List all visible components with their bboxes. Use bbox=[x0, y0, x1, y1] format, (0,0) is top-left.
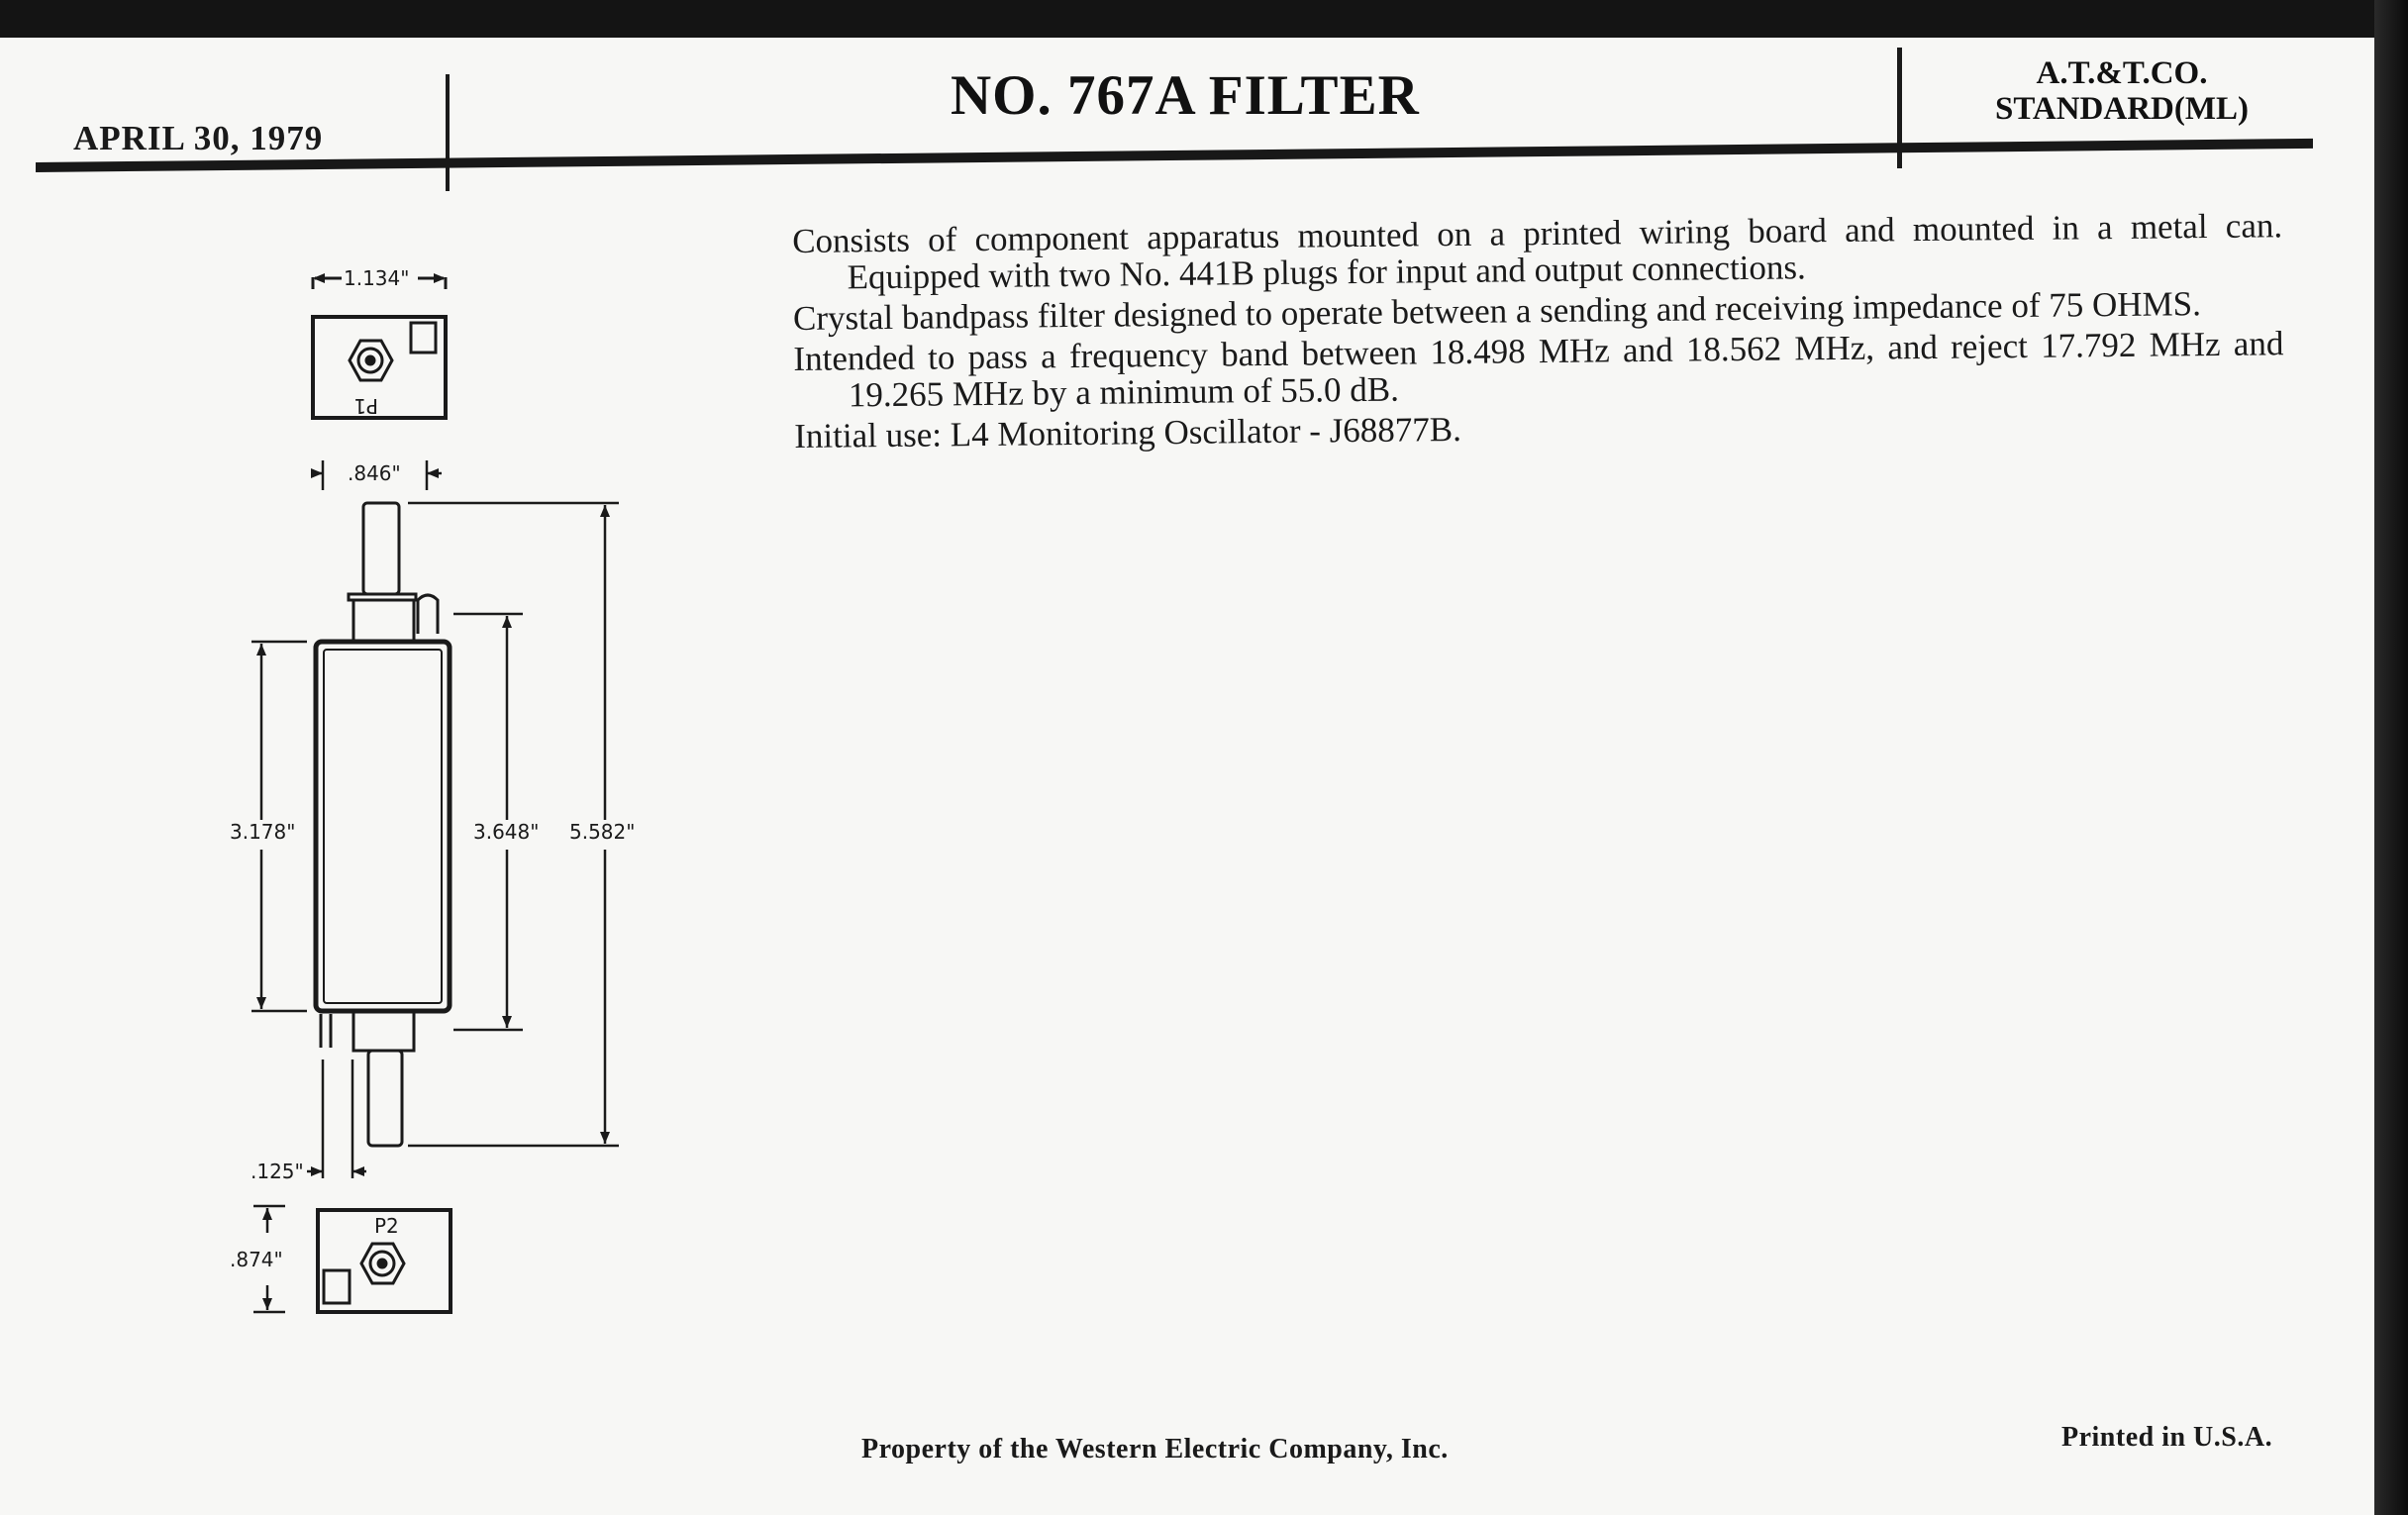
issue-date: APRIL 30, 1979 bbox=[73, 119, 324, 157]
dim-top-width: 1.134" bbox=[344, 266, 410, 290]
top-view-label: P1 bbox=[353, 394, 378, 418]
standard-line-1: A.T.&T.CO. bbox=[2036, 55, 2208, 91]
dim-overall-height: 5.582" bbox=[569, 820, 636, 844]
dim-can-height: 3.178" bbox=[230, 820, 296, 844]
printed-notice: Printed in U.S.A. bbox=[2061, 1422, 2273, 1453]
description-paragraph-3: Intended to pass a frequency band between 18.498 MHz and 18.562 MHz, and reject 17.792 MHz and 19.265 MHz by a minimum of 55.0 dB. bbox=[793, 324, 2284, 415]
top-view bbox=[313, 277, 446, 418]
dim-pin-width: .125" bbox=[251, 1160, 304, 1183]
arrowheads bbox=[256, 273, 610, 1310]
description-paragraph-2: Crystal bandpass filter designed to operate between a sending and receiving impedance of 75 OHMS. bbox=[792, 284, 2202, 338]
description-paragraph-1: Consists of component apparatus mounted on a printed wiring board and mounted in a metal can. Equipped with two No. 441B plugs for input and output connections. bbox=[791, 206, 2283, 297]
description-paragraph-4: Initial use: L4 Monitoring Oscillator - J68877B. bbox=[794, 409, 1462, 455]
dim-bottom-height: .874" bbox=[230, 1248, 283, 1271]
dim-body-width: .846" bbox=[348, 461, 401, 485]
standard-line-2: STANDARD(ML) bbox=[1994, 91, 2250, 127]
side-view bbox=[316, 503, 450, 1146]
property-notice: Property of the Western Electric Company, Inc. bbox=[861, 1434, 1449, 1464]
bottom-view-label: P2 bbox=[374, 1214, 399, 1238]
page-title: NO. 767A FILTER bbox=[951, 64, 1420, 127]
dim-mid-height: 3.648" bbox=[473, 820, 540, 844]
